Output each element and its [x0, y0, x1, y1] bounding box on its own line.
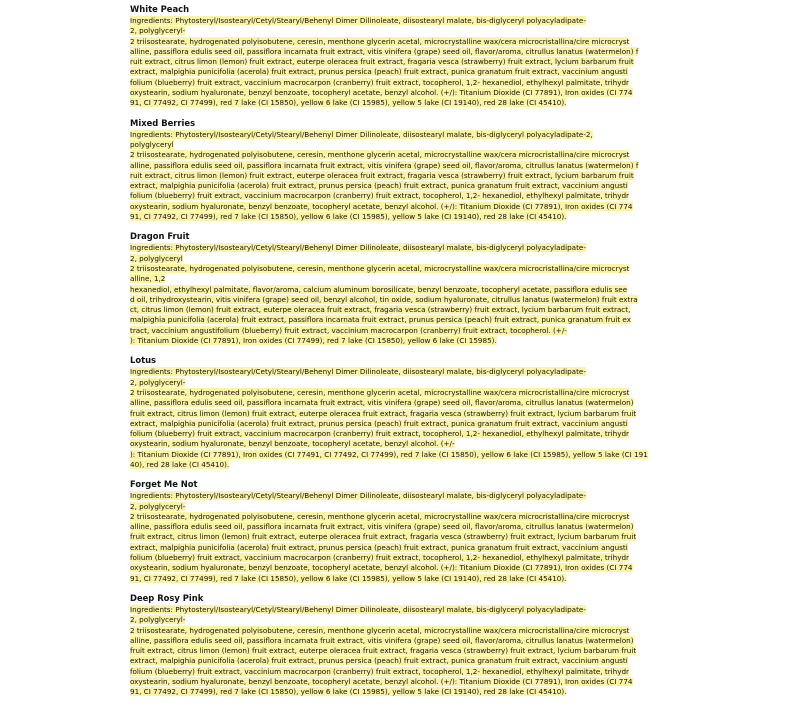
- section-title: Mixed Berries: [130, 117, 196, 128]
- ingredients-line: extract, malpighia punicifolia (acerola) fruit extract, prunus persica (peach) fruit extract, punica granatum fruit extract, vaccinium angusti: [130, 418, 628, 428]
- ingredients-line: malpighia punicifolia (acerola) fruit extract, passiflora incarnata fruit extract, prunus persica (peach) fruit extract, punica granatum fruit ex: [130, 315, 631, 325]
- ingredients-line: ruit extract, citrus limon (lemon) fruit extract, euterpe oleracea fruit extract, fragaria vesca (strawberry) fruit extract, lycium barbarum fruit: [130, 170, 634, 180]
- section-dragon-fruit: [130, 231, 674, 346]
- ingredients-line: oxystearin, sodium hyaluronate, benzyl benzoate, tocopheryl acetate, benzyl alcohol. (+/): Titanium Dioxide (CI 77891), Iron oxides (CI 774: [130, 201, 633, 211]
- ingredients-line: 2 triisostearate, hydrogenated polyisobutene, ceresin, menthone glycerin acetal, microcrystalline wax/cera microcristallina/cire microcryst: [130, 625, 630, 635]
- ingredients-line: 2 triisostearate, hydrogenated polyisobutene, ceresin, menthone glycerin acetal, microcrystalline wax/cera microcristallina/cire microcryst: [130, 36, 630, 46]
- ingredients-line: alline, passiflora edulis seed oil, passiflora incarnata fruit extract, vitis vinifera (grape) seed oil, flavor/aroma, citrullus lanatus (watermelon): [130, 398, 634, 408]
- ingredients-line: 2, polyglyceryl-: [130, 26, 186, 36]
- ingredients-line: folium (blueberry) fruit extract, vaccinium macrocarpon (cranberry) fruit extract, tocopherol, 1,2- hexanediol, ethylhexyl palmitate, trihydr: [130, 191, 629, 201]
- ingredients-line: ruit extract, citrus limon (lemon) fruit extract, euterpe oleracea fruit extract, fragaria vesca (strawberry) fruit extract, lycium barbarum fruit: [130, 57, 634, 67]
- ingredients-line: extract, malpighia punicifolia (acerola) fruit extract, prunus persica (peach) fruit extract, punica granatum fruit extract, vaccinium angusti: [130, 542, 628, 552]
- ingredients-line: folium (blueberry) fruit extract, vaccinium macrocarpon (cranberry) fruit extract, tocopherol, 1,2- hexanediol, ethylhexyl palmitate, trihydr: [130, 77, 629, 87]
- ingredients-line: alline, passiflora edulis seed oil, passiflora incarnata fruit extract, vitis vinifera (grape) seed oil, flavor/aroma, citrullus lanatus (watermelon) f: [130, 160, 639, 170]
- ingredients-line: d oil, trihydroxystearin, vitis vinifera (grape) seed oil, benzyl alcohol, tin oxide, sodium hyaluronate, citrullus lanatus (watermelon) fruit extra: [130, 294, 638, 304]
- ingredients-line: oxystearin, sodium hyaluronate, benzyl benzoate, tocopheryl acetate, benzyl alcohol. (+/): Titanium Dioxide (CI 77891), Iron oxides (CI 774: [130, 88, 633, 98]
- ingredients-line: 2 triisostearate, hydrogenated polyisobutene, ceresin, menthone glycerin acetal, microcrystalline wax/cera microcristallina/cire microcryst: [130, 150, 630, 160]
- ingredients-line: ): Titanium Dioxide (CI 77891), Iron oxides (CI 77499), red 7 lake (CI 15850), yellow 6 lake (CI 15985).: [130, 336, 497, 346]
- ingredients-line: alline, passiflora edulis seed oil, passiflora incarnata fruit extract, vitis vinifera (grape) seed oil, flavor/aroma, citrullus lanatus (watermelon) f: [130, 46, 639, 56]
- ingredients-text: [130, 16, 674, 109]
- ingredients-line: 2 triisostearate, hydrogenated polyisobutene, ceresin, menthone glycerin acetal, microcrystalline wax/cera microcristallina/cire microcryst: [130, 387, 630, 397]
- ingredients-line: 2 triisostearate, hydrogenated polyisobutene, ceresin, menthone glycerin acetal, microcrystalline wax/cera microcristallina/cire microcryst: [130, 263, 630, 273]
- ingredients-line: ct, citrus limon (lemon) fruit extract, euterpe oleracea fruit extract, fragaria vesca (strawberry) fruit extract, lycium barbarum fruit extract,: [130, 305, 631, 315]
- ingredients-line: 2 triisostearate, hydrogenated polyisobutene, ceresin, menthone glycerin acetal, microcrystalline wax/cera microcristallina/cire microcryst: [130, 511, 630, 521]
- ingredients-text: [130, 605, 674, 698]
- ingredients-line: hexanediol, ethylhexyl palmitate, flavor/aroma, calcium aluminum borosilicate, benzyl benzoate, tocopheryl acetate, passiflora edulis see: [130, 284, 628, 294]
- section-title: Deep Rosy Pink: [130, 592, 204, 603]
- ingredients-line: folium (blueberry) fruit extract, vaccinium macrocarpon (cranberry) fruit extract, tocopherol, 1,2- hexanediol, ethylhexyl palmitate, trihydr: [130, 666, 629, 676]
- ingredients-line: extract, malpighia punicifolia (acerola) fruit extract, prunus persica (peach) fruit extract, punica granatum fruit extract, vaccinium angusti: [130, 181, 628, 191]
- ingredients-text: [130, 243, 674, 346]
- ingredients-line: 2, polyglyceryl: [130, 253, 183, 263]
- ingredients-line: Ingredients: Phytosteryl/Isostearyl/Cetyl/Stearyl/Behenyl Dimer Dilinoleate, diisostearyl malate, bis-diglyceryl polyacyladipate-: [130, 604, 586, 614]
- ingredients-line: 91, CI 77492, CI 77499), red 7 lake (CI 15850), yellow 6 lake (CI 15985), yellow 5 lake (CI 19140), red 28 lake (CI 45410).: [130, 98, 567, 108]
- ingredients-line: folium (blueberry) fruit extract, vaccinium macrocarpon (cranberry) fruit extract, tocopherol, 1,2- hexanediol, ethylhexyl palmitate, trihydr: [130, 429, 629, 439]
- section-title: Lotus: [130, 355, 157, 366]
- ingredients-line: Ingredients: Phytosteryl/Isostearyl/Cetyl/Stearyl/Behenyl Dimer Dilinoleate, diisostearyl malate, bis-diglyceryl polyacyladipate-: [130, 16, 586, 25]
- section-forget-me-not: [130, 479, 674, 584]
- ingredients-text: [130, 367, 674, 470]
- ingredients-line: 2, polyglyceryl-: [130, 377, 186, 387]
- ingredients-line: Ingredients: Phytosteryl/Isostearyl/Cetyl/Stearyl/Behenyl Dimer Dilinoleate, diisostearyl malate, bis-diglyceryl polyacyladipate-: [130, 243, 586, 253]
- ingredients-line: extract, malpighia punicifolia (acerola) fruit extract, prunus persica (peach) fruit extract, punica granatum fruit extract, vaccinium angusti: [130, 656, 628, 666]
- ingredients-line: alline, passiflora edulis seed oil, passiflora incarnata fruit extract, vitis vinifera (grape) seed oil, flavor/aroma, citrullus lanatus (watermelon): [130, 522, 634, 532]
- ingredients-line: oxystearin, sodium hyaluronate, benzyl benzoate, tocopheryl acetate, benzyl alcohol. (+/): Titanium Dioxide (CI 77891), Iron oxides (CI 774: [130, 563, 633, 573]
- section-title: White Peach: [130, 4, 190, 14]
- section-mixed-berries: [130, 118, 674, 223]
- section-title: Dragon Fruit: [130, 231, 190, 242]
- ingredients-document: [130, 4, 674, 707]
- ingredients-line: Ingredients: Phytosteryl/Isostearyl/Cetyl/Stearyl/Behenyl Dimer Dilinoleate, diisostearyl malate, bis-diglyceryl polyacyladipate-2,: [130, 129, 593, 139]
- ingredients-line: alline, passiflora edulis seed oil, passiflora incarnata fruit extract, vitis vinifera (grape) seed oil, flavor/aroma, citrullus lanatus (watermelon): [130, 635, 634, 645]
- ingredients-line: 91, CI 77492, CI 77499), red 7 lake (CI 15850), yellow 6 lake (CI 15985), yellow 5 lake (CI 19140), red 28 lake (CI 45410).: [130, 687, 567, 697]
- ingredients-line: ): Titanium Dioxide (CI 77891), Iron oxides (CI 77491, CI 77492, CI 77499), red 7 lake (CI 15850), yellow 6 lake (CI 15985), yellow 5 lake (CI 191: [130, 449, 648, 459]
- ingredients-line: 91, CI 77492, CI 77499), red 7 lake (CI 15850), yellow 6 lake (CI 15985), yellow 5 lake (CI 19140), red 28 lake (CI 45410).: [130, 212, 567, 222]
- ingredients-line: extract, malpighia punicifolia (acerola) fruit extract, prunus persica (peach) fruit extract, punica granatum fruit extract, vaccinium angusti: [130, 67, 628, 77]
- ingredients-line: 2, polyglyceryl-: [130, 501, 186, 511]
- ingredients-line: fruit extract, citrus limon (lemon) fruit extract, euterpe oleracea fruit extract, fragaria vesca (strawberry) fruit extract, lycium barbarum fruit: [130, 646, 637, 656]
- ingredients-line: tract, vaccinium angustifolium (blueberry) fruit extract, vaccinium macrocarpon (cranberry) fruit extract, tocopherol. (+/-: [130, 325, 567, 335]
- ingredients-line: folium (blueberry) fruit extract, vaccinium macrocarpon (cranberry) fruit extract, tocopherol, 1,2- hexanediol, ethylhexyl palmitate, trihydr: [130, 553, 629, 563]
- ingredients-line: 40), red 28 lake (CI 45410).: [130, 459, 230, 469]
- section-deep-rosy-pink: [130, 593, 674, 698]
- ingredients-text: [130, 491, 674, 584]
- section-lotus: [130, 355, 674, 470]
- section-title: Forget Me Not: [130, 479, 198, 490]
- ingredients-text: [130, 130, 674, 223]
- ingredients-line: oxystearin, sodium hyaluronate, benzyl benzoate, tocopheryl acetate, benzyl alcohol. (+/): Titanium Dioxide (CI 77891), Iron oxides (CI 774: [130, 677, 633, 687]
- ingredients-line: 91, CI 77492, CI 77499), red 7 lake (CI 15850), yellow 6 lake (CI 15985), yellow 5 lake (CI 19140), red 28 lake (CI 45410).: [130, 573, 567, 583]
- ingredients-line: fruit extract, citrus limon (lemon) fruit extract, euterpe oleracea fruit extract, fragaria vesca (strawberry) fruit extract, lycium barbarum fruit: [130, 408, 637, 418]
- ingredients-line: fruit extract, citrus limon (lemon) fruit extract, euterpe oleracea fruit extract, fragaria vesca (strawberry) fruit extract, lycium barbarum fruit: [130, 532, 637, 542]
- ingredients-line: alline, 1,2: [130, 274, 166, 284]
- ingredients-line: oxystearin, sodium hyaluronate, benzyl benzoate, tocopheryl acetate, benzyl alcohol. (+/-: [130, 439, 455, 449]
- ingredients-line: 2, polyglyceryl-: [130, 615, 186, 625]
- ingredients-line: polyglyceryl: [130, 139, 174, 149]
- ingredients-line: Ingredients: Phytosteryl/Isostearyl/Cetyl/Stearyl/Behenyl Dimer Dilinoleate, diisostearyl malate, bis-diglyceryl polyacyladipate-: [130, 491, 586, 501]
- ingredients-line: Ingredients: Phytosteryl/Isostearyl/Cetyl/Stearyl/Behenyl Dimer Dilinoleate, diisostearyl malate, bis-diglyceryl polyacyladipate-: [130, 367, 586, 377]
- section-white-peach: [130, 4, 674, 109]
